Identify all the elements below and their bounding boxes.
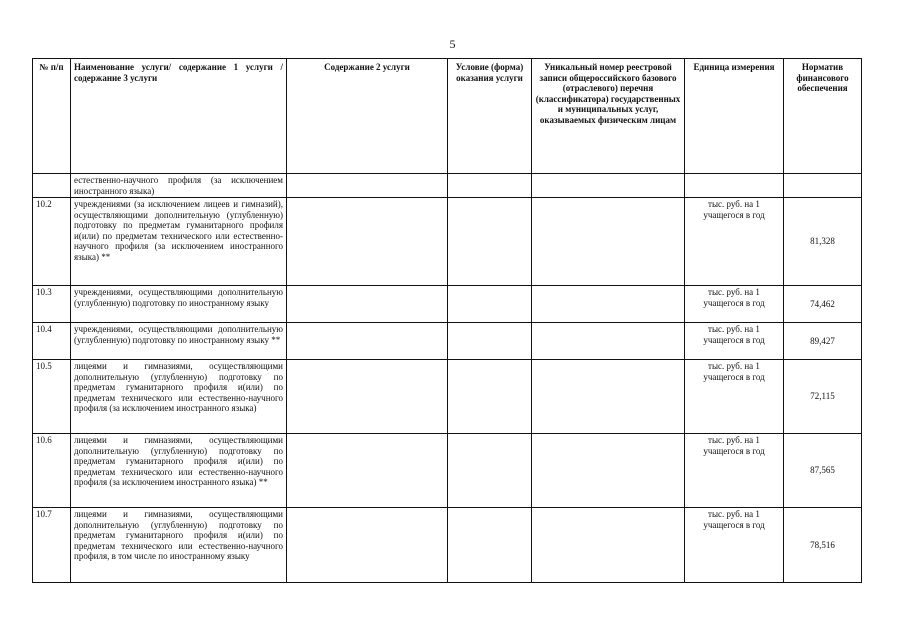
row-unit: тыс. руб. на 1 учащегося в год — [685, 198, 784, 286]
row-unit: тыс. руб. на 1 учащегося в год — [685, 323, 784, 360]
row-condition — [448, 434, 532, 508]
row-condition — [448, 360, 532, 434]
row-condition — [448, 174, 532, 198]
row-content2 — [287, 174, 448, 198]
table-row — [33, 174, 862, 198]
row-condition — [448, 323, 532, 360]
header-row — [33, 59, 862, 174]
row-num: 10.6 — [33, 434, 71, 508]
row-num: 10.5 — [33, 360, 71, 434]
row-condition — [448, 198, 532, 286]
row-content2 — [287, 286, 448, 323]
page-number: 5 — [449, 37, 456, 51]
row-unit: тыс. руб. на 1 учащегося в год — [685, 360, 784, 434]
row-norm — [784, 174, 862, 198]
row-norm: 89,427 — [784, 323, 862, 360]
row-num: 10.7 — [33, 508, 71, 583]
row-registry — [532, 434, 685, 508]
row-unit: тыс. руб. на 1 учащегося в год — [685, 508, 784, 583]
header-content2: Содержание 2 услуги — [287, 59, 448, 174]
row-unit: тыс. руб. на 1 учащегося в год — [685, 286, 784, 323]
row-content2 — [287, 508, 448, 583]
row-content2 — [287, 323, 448, 360]
table-row — [33, 360, 862, 434]
row-name: учреждениями, осуществляющими дополнительную (углубленную) подготовку по иностранному языку ** — [71, 323, 287, 360]
row-content2 — [287, 360, 448, 434]
row-registry — [532, 323, 685, 360]
header-condition: Условие (форма) оказания услуги — [448, 59, 532, 174]
table-row — [33, 508, 862, 583]
row-unit — [685, 174, 784, 198]
row-num: 10.4 — [33, 323, 71, 360]
row-registry — [532, 286, 685, 323]
row-num: 10.2 — [33, 198, 71, 286]
row-norm: 78,516 — [784, 508, 862, 583]
row-registry — [532, 360, 685, 434]
row-registry — [532, 508, 685, 583]
row-num — [33, 174, 71, 198]
table-row — [33, 434, 862, 508]
header-unit: Единица измерения — [685, 59, 784, 174]
row-name: лицеями и гимназиями, осуществляющими дополнительную (углубленную) подготовку по предметам гуманитарного профиля и(или) по предметам технического или естественно-научного профиля (за исключением иностранного языка) ** — [71, 434, 287, 508]
norms-table — [32, 58, 862, 583]
row-condition — [448, 508, 532, 583]
table-row — [33, 198, 862, 286]
row-content2 — [287, 198, 448, 286]
row-name: естественно-научного профиля (за исключением иностранного языка) — [71, 174, 287, 198]
row-norm: 87,565 — [784, 434, 862, 508]
row-condition — [448, 286, 532, 323]
row-norm: 74,462 — [784, 286, 862, 323]
table-row — [33, 286, 862, 323]
header-num: № п/п — [33, 59, 71, 174]
row-norm: 81,328 — [784, 198, 862, 286]
row-unit: тыс. руб. на 1 учащегося в год — [685, 434, 784, 508]
header-norm: Норматив финансового обеспечения — [784, 59, 862, 174]
header-registry: Уникальный номер реестровой записи общероссийского базового (отраслевого) перечня (классификатора) государственных и муниципальных услуг, оказываемых физическим лицам — [532, 59, 685, 174]
row-name: лицеями и гимназиями, осуществляющими дополнительную (углубленную) подготовку по предметам гуманитарного профиля и(или) по предметам технического или естественно-научного профиля (за исключением иностранного языка) — [71, 360, 287, 434]
row-registry — [532, 198, 685, 286]
row-name: лицеями и гимназиями, осуществляющими дополнительную (углубленную) подготовку по предметам гуманитарного профиля и(или) по предметам технического или естественно-научного профиля, в том числе по иностранному языку — [71, 508, 287, 583]
table-row — [33, 323, 862, 360]
row-content2 — [287, 434, 448, 508]
header-name: Наименование услуги/ содержание 1 услуги / содержание 3 услуги — [71, 59, 287, 174]
row-num: 10.3 — [33, 286, 71, 323]
row-name: учреждениями (за исключением лицеев и гимназий), осуществляющими дополнительную (углубленную) подготовку по предметам гуманитарного профиля и(или) по предметам технического или естественно-научного профиля (за исключением иностранного языка) ** — [71, 198, 287, 286]
row-norm: 72,115 — [784, 360, 862, 434]
row-registry — [532, 174, 685, 198]
row-name: учреждениями, осуществляющими дополнительную (углубленную) подготовку по иностранному языку — [71, 286, 287, 323]
